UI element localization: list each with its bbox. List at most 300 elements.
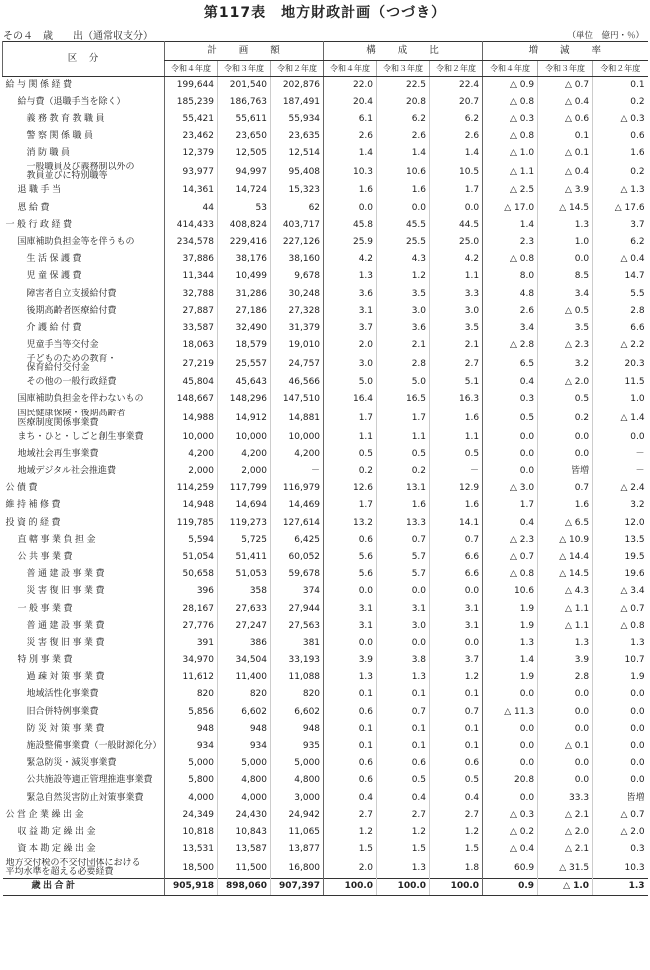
value-cell: 95,408	[271, 162, 324, 182]
value-cell: 11,612	[165, 669, 218, 686]
value-cell: 3.0	[430, 303, 483, 320]
value-cell: 148,296	[218, 392, 271, 409]
row-label	[3, 878, 165, 895]
value-cell: 51,411	[218, 549, 271, 566]
row-label	[3, 128, 165, 145]
value-cell: 3.1	[377, 601, 430, 618]
value-cell: 60.9	[483, 858, 538, 878]
value-cell: 1.4	[377, 145, 430, 162]
table-row	[3, 429, 648, 446]
row-label	[3, 337, 165, 354]
value-cell: 34,970	[165, 652, 218, 669]
value-cell: 14.7	[593, 268, 648, 285]
row-label	[3, 111, 165, 128]
row-label	[3, 652, 165, 669]
value-cell: 4,200	[165, 446, 218, 463]
row-label	[3, 446, 165, 463]
value-cell: 229,416	[218, 234, 271, 251]
value-cell: △ 4.3	[538, 583, 593, 600]
value-cell: △ 1.1	[483, 162, 538, 182]
value-cell: △ 3.0	[483, 480, 538, 497]
row-label-text: 一般行政経費	[5, 219, 75, 230]
value-cell: 114,259	[165, 480, 218, 497]
value-cell: △ 1.0	[538, 878, 593, 895]
value-cell: 27,887	[165, 303, 218, 320]
row-label-text: 恩給費	[17, 202, 53, 213]
value-cell: 0.0	[538, 721, 593, 738]
value-cell: 3.1	[324, 601, 377, 618]
value-cell: 0.4	[324, 790, 377, 807]
value-cell: 10.3	[324, 162, 377, 182]
value-cell: 0.0	[593, 429, 648, 446]
value-cell: 2.7	[377, 807, 430, 824]
table-row	[3, 446, 648, 463]
table-row	[3, 515, 648, 532]
row-label	[3, 374, 165, 391]
value-cell: 1.6	[324, 182, 377, 199]
value-cell: 19.6	[593, 566, 648, 583]
value-cell: △ 1.1	[538, 601, 593, 618]
value-cell: 408,824	[218, 217, 271, 234]
value-cell: 1.0	[538, 234, 593, 251]
value-cell: 202,876	[271, 77, 324, 94]
value-cell: 5,594	[165, 532, 218, 549]
value-cell: 0.1	[538, 128, 593, 145]
value-cell: 0.2	[377, 463, 430, 480]
row-label	[3, 354, 165, 374]
value-cell: 5.0	[324, 374, 377, 391]
row-label	[3, 234, 165, 251]
value-cell: 147,510	[271, 392, 324, 409]
row-label	[3, 704, 165, 721]
value-cell: 5,000	[271, 755, 324, 772]
value-cell: △ 0.7	[593, 807, 648, 824]
value-cell: 22.5	[377, 77, 430, 94]
value-cell: 3.9	[324, 652, 377, 669]
value-cell: 3.0	[377, 303, 430, 320]
value-cell: △ 0.1	[538, 145, 593, 162]
value-cell: 5.6	[324, 566, 377, 583]
value-cell: 934	[218, 738, 271, 755]
value-cell: △ 31.5	[538, 858, 593, 878]
row-label-text: 施設整備事業費（一般財源化分）	[26, 741, 162, 752]
value-cell: 898,060	[218, 878, 271, 895]
value-cell: 1.1	[324, 429, 377, 446]
value-cell: 16.3	[430, 392, 483, 409]
value-cell: △ 0.7	[593, 601, 648, 618]
value-cell: 5,000	[165, 755, 218, 772]
value-cell: △ 0.3	[593, 111, 648, 128]
value-cell: 0.5	[430, 772, 483, 789]
table-row	[3, 480, 648, 497]
row-label	[3, 429, 165, 446]
value-cell: 358	[218, 583, 271, 600]
value-cell: 905,918	[165, 878, 218, 895]
value-cell: 3.0	[324, 354, 377, 374]
value-cell: 0.0	[538, 429, 593, 446]
value-cell: 1.5	[430, 841, 483, 858]
value-cell: 1.7	[377, 409, 430, 429]
value-cell: 1.5	[324, 841, 377, 858]
value-cell: 0.1	[377, 738, 430, 755]
value-cell: 3.2	[593, 497, 648, 514]
value-cell: 45,804	[165, 374, 218, 391]
value-cell: 0.0	[430, 635, 483, 652]
value-cell: 32,788	[165, 286, 218, 303]
value-cell: 55,611	[218, 111, 271, 128]
value-cell: 119,785	[165, 515, 218, 532]
value-cell: 0.0	[593, 738, 648, 755]
value-cell: 6.6	[430, 566, 483, 583]
value-cell: 2.1	[377, 337, 430, 354]
row-label-text: 直轄事業負担金	[17, 534, 99, 545]
row-label	[3, 618, 165, 635]
row-label	[3, 755, 165, 772]
value-cell: 381	[271, 635, 324, 652]
value-cell: 0.0	[430, 583, 483, 600]
value-cell: 948	[218, 721, 271, 738]
value-cell: 11,400	[218, 669, 271, 686]
value-cell: －	[430, 463, 483, 480]
value-cell: 0.5	[483, 409, 538, 429]
table-row	[3, 497, 648, 514]
row-label-text: 国民健康保険・後期高齢者	[17, 408, 126, 419]
value-cell: 33,193	[271, 652, 324, 669]
value-cell: 1.1	[430, 268, 483, 285]
value-cell: 6,425	[271, 532, 324, 549]
value-cell: 0.1	[377, 687, 430, 704]
value-cell: 3.4	[483, 320, 538, 337]
header-year: 令和２年度	[430, 61, 483, 77]
value-cell: 116,979	[271, 480, 324, 497]
value-cell: 3.7	[430, 652, 483, 669]
value-cell: 3.5	[377, 286, 430, 303]
value-cell: 0.2	[324, 463, 377, 480]
expenditure-table	[2, 41, 648, 896]
value-cell: 9,678	[271, 268, 324, 285]
table-row	[3, 182, 648, 199]
table-row	[3, 721, 648, 738]
header-year: 令和２年度	[593, 61, 648, 77]
value-cell: 0.0	[324, 635, 377, 652]
row-label-text: 維持補修費	[5, 500, 64, 511]
value-cell: 13,587	[218, 841, 271, 858]
header-year: 令和２年度	[271, 61, 324, 77]
value-cell: △ 2.4	[593, 480, 648, 497]
value-cell: 1.3	[324, 669, 377, 686]
value-cell: 13,877	[271, 841, 324, 858]
value-cell: 1.0	[593, 392, 648, 409]
header-year: 令和４年度	[324, 61, 377, 77]
value-cell: 1.3	[538, 217, 593, 234]
value-cell: 10.5	[430, 162, 483, 182]
value-cell: 0.0	[538, 251, 593, 268]
value-cell: 24,349	[165, 807, 218, 824]
value-cell: 1.7	[430, 182, 483, 199]
value-cell: 45,643	[218, 374, 271, 391]
value-cell: 27,776	[165, 618, 218, 635]
value-cell: 5.7	[377, 566, 430, 583]
value-cell: 0.0	[483, 721, 538, 738]
value-cell: 8.0	[483, 268, 538, 285]
row-label	[3, 480, 165, 497]
value-cell: －	[271, 463, 324, 480]
table-row	[3, 463, 648, 480]
row-label-text: 公共施設等適正管理推進事業費	[26, 775, 153, 786]
row-label-text: 旧合併特例事業費	[26, 706, 99, 717]
row-label	[3, 669, 165, 686]
value-cell: 62	[271, 200, 324, 217]
row-label	[3, 532, 165, 549]
value-cell: △ 0.4	[483, 841, 538, 858]
row-label	[3, 738, 165, 755]
value-cell: 13.2	[324, 515, 377, 532]
row-label-text: 退職手当	[17, 185, 64, 196]
row-label	[3, 94, 165, 111]
row-label-text: 国庫補助負担金を伴わないもの	[17, 394, 144, 405]
row-label-text: 義務教育教職員	[26, 113, 108, 124]
row-label	[3, 217, 165, 234]
value-cell: △ 3.9	[538, 182, 593, 199]
value-cell: △ 0.6	[538, 111, 593, 128]
value-cell: 2.8	[593, 303, 648, 320]
row-label	[3, 77, 165, 94]
value-cell: 18,063	[165, 337, 218, 354]
value-cell: 3.1	[324, 303, 377, 320]
value-cell: 0.0	[538, 772, 593, 789]
value-cell: 14,694	[218, 497, 271, 514]
value-cell: △ 0.8	[593, 618, 648, 635]
value-cell: －	[593, 446, 648, 463]
value-cell: △ 2.3	[483, 532, 538, 549]
row-label-text: 介護給付費	[26, 322, 85, 333]
row-label	[3, 824, 165, 841]
value-cell: 45.5	[377, 217, 430, 234]
value-cell: 2.7	[324, 807, 377, 824]
value-cell: 34,504	[218, 652, 271, 669]
value-cell: 0.9	[483, 878, 538, 895]
value-cell: 4,200	[218, 446, 271, 463]
table-row	[3, 841, 648, 858]
value-cell: △ 1.4	[593, 409, 648, 429]
value-cell: 0.6	[593, 128, 648, 145]
value-cell: 0.6	[377, 755, 430, 772]
row-label-text: 普通建設事業費	[26, 620, 108, 631]
value-cell: 14,469	[271, 497, 324, 514]
value-cell: 13.5	[593, 532, 648, 549]
table-row	[3, 303, 648, 320]
value-cell: 1.6	[430, 409, 483, 429]
row-label-text: 警察関係職員	[26, 131, 96, 142]
row-label-text: 子どものための教育・	[26, 354, 117, 365]
row-label	[3, 687, 165, 704]
value-cell: 934	[165, 738, 218, 755]
header-composition-ratio: 構 成 比	[324, 42, 483, 61]
table-row	[3, 618, 648, 635]
row-label	[3, 145, 165, 162]
value-cell: 1.9	[483, 669, 538, 686]
value-cell: 3.1	[324, 618, 377, 635]
value-cell: 5.7	[377, 549, 430, 566]
value-cell: 10,000	[271, 429, 324, 446]
value-cell: 1.8	[430, 858, 483, 878]
value-cell: 37,886	[165, 251, 218, 268]
value-cell: 0.1	[377, 721, 430, 738]
value-cell: 1.1	[430, 429, 483, 446]
value-cell: 10.3	[593, 858, 648, 878]
value-cell: 127,614	[271, 515, 324, 532]
value-cell: 0.0	[430, 200, 483, 217]
value-cell: 60,052	[271, 549, 324, 566]
value-cell: 14,988	[165, 409, 218, 429]
row-label	[3, 497, 165, 514]
value-cell: 11,065	[271, 824, 324, 841]
value-cell: 5,800	[165, 772, 218, 789]
value-cell: △ 2.1	[538, 807, 593, 824]
value-cell: 53	[218, 200, 271, 217]
value-cell: 0.1	[324, 738, 377, 755]
value-cell: 1.3	[377, 858, 430, 878]
value-cell: 51,053	[218, 566, 271, 583]
value-cell: 117,799	[218, 480, 271, 497]
value-cell: 948	[271, 721, 324, 738]
row-label	[3, 721, 165, 738]
value-cell: 51,054	[165, 549, 218, 566]
row-label	[3, 200, 165, 217]
value-cell: 1.6	[430, 497, 483, 514]
value-cell: 27,944	[271, 601, 324, 618]
value-cell: 0.2	[593, 94, 648, 111]
value-cell: 3.3	[430, 286, 483, 303]
value-cell: 14,881	[271, 409, 324, 429]
table-row	[3, 392, 648, 409]
table-row	[3, 635, 648, 652]
row-label	[3, 268, 165, 285]
row-label-text-line2: 教員並びに特別職等	[26, 171, 108, 182]
table-row	[3, 374, 648, 391]
value-cell: 5,856	[165, 704, 218, 721]
value-cell: 0.0	[483, 755, 538, 772]
value-cell: △ 0.8	[483, 251, 538, 268]
value-cell: 227,126	[271, 234, 324, 251]
value-cell: 6,602	[271, 704, 324, 721]
value-cell: 3.5	[538, 320, 593, 337]
value-cell: 28,167	[165, 601, 218, 618]
row-label	[3, 601, 165, 618]
value-cell: 2.6	[483, 303, 538, 320]
value-cell: 3.1	[430, 618, 483, 635]
value-cell: 0.4	[430, 790, 483, 807]
value-cell: 0.2	[593, 162, 648, 182]
row-label	[3, 858, 165, 878]
value-cell: 3.6	[377, 320, 430, 337]
value-cell: 4,200	[271, 446, 324, 463]
value-cell: 20.8	[483, 772, 538, 789]
row-label-text: 障害者自立支援給付費	[26, 288, 117, 299]
value-cell: 1.3	[324, 268, 377, 285]
row-label	[3, 303, 165, 320]
value-cell: 1.3	[593, 635, 648, 652]
row-label-text-line2: 保育給付交付金	[26, 363, 90, 374]
row-label-text: 公債費	[5, 483, 41, 494]
value-cell: 1.3	[593, 878, 648, 895]
value-cell: 403,717	[271, 217, 324, 234]
value-cell: 44.5	[430, 217, 483, 234]
value-cell: 6.2	[377, 111, 430, 128]
value-cell: 0.0	[538, 687, 593, 704]
table-row	[3, 217, 648, 234]
value-cell: 94,997	[218, 162, 271, 182]
table-row	[3, 772, 648, 789]
row-label	[3, 549, 165, 566]
value-cell: 19.5	[593, 549, 648, 566]
row-label-text: 一般職員及び義務制以外の	[26, 162, 135, 173]
value-cell: 414,433	[165, 217, 218, 234]
value-cell: 1.2	[324, 824, 377, 841]
value-cell: 4,000	[165, 790, 218, 807]
value-cell: 22.0	[324, 77, 377, 94]
table-row	[3, 687, 648, 704]
table-row	[3, 268, 648, 285]
value-cell: 100.0	[430, 878, 483, 895]
value-cell: 1.4	[430, 145, 483, 162]
value-cell: 386	[218, 635, 271, 652]
row-label	[3, 841, 165, 858]
value-cell: 1.2	[430, 669, 483, 686]
table-row	[3, 790, 648, 807]
value-cell: 0.0	[538, 704, 593, 721]
value-cell: 皆増	[538, 463, 593, 480]
value-cell: 0.7	[430, 532, 483, 549]
value-cell: 12,379	[165, 145, 218, 162]
value-cell: △ 2.1	[538, 841, 593, 858]
value-cell: △ 17.6	[593, 200, 648, 217]
value-cell: 0.3	[483, 392, 538, 409]
row-label-text: 普通建設事業費	[26, 569, 108, 580]
header-year: 令和４年度	[483, 61, 538, 77]
value-cell: 1.2	[430, 824, 483, 841]
value-cell: 1.3	[483, 635, 538, 652]
row-label-text: 後期高齢者医療給付費	[26, 305, 117, 316]
value-cell: 0.4	[483, 374, 538, 391]
value-cell: △ 0.9	[483, 77, 538, 94]
value-cell: 0.0	[377, 200, 430, 217]
value-cell: 948	[165, 721, 218, 738]
value-cell: 0.5	[377, 772, 430, 789]
value-cell: 11.5	[593, 374, 648, 391]
value-cell: △ 0.4	[593, 251, 648, 268]
header-year: 令和３年度	[377, 61, 430, 77]
value-cell: 38,176	[218, 251, 271, 268]
value-cell: 0.5	[538, 392, 593, 409]
value-cell: 1.4	[483, 652, 538, 669]
value-cell: 11,088	[271, 669, 324, 686]
row-label-text: 児童手当等交付金	[26, 340, 99, 351]
value-cell: 1.4	[483, 217, 538, 234]
value-cell: 935	[271, 738, 324, 755]
value-cell: 0.2	[538, 409, 593, 429]
value-cell: 820	[271, 687, 324, 704]
table-row	[3, 200, 648, 217]
value-cell: 10,000	[218, 429, 271, 446]
value-cell: 2.0	[324, 337, 377, 354]
value-cell: 10.7	[593, 652, 648, 669]
value-cell: 27,219	[165, 354, 218, 374]
value-cell: 13.3	[377, 515, 430, 532]
header-year: 令和３年度	[538, 61, 593, 77]
value-cell: 2,000	[165, 463, 218, 480]
value-cell: 20.3	[593, 354, 648, 374]
